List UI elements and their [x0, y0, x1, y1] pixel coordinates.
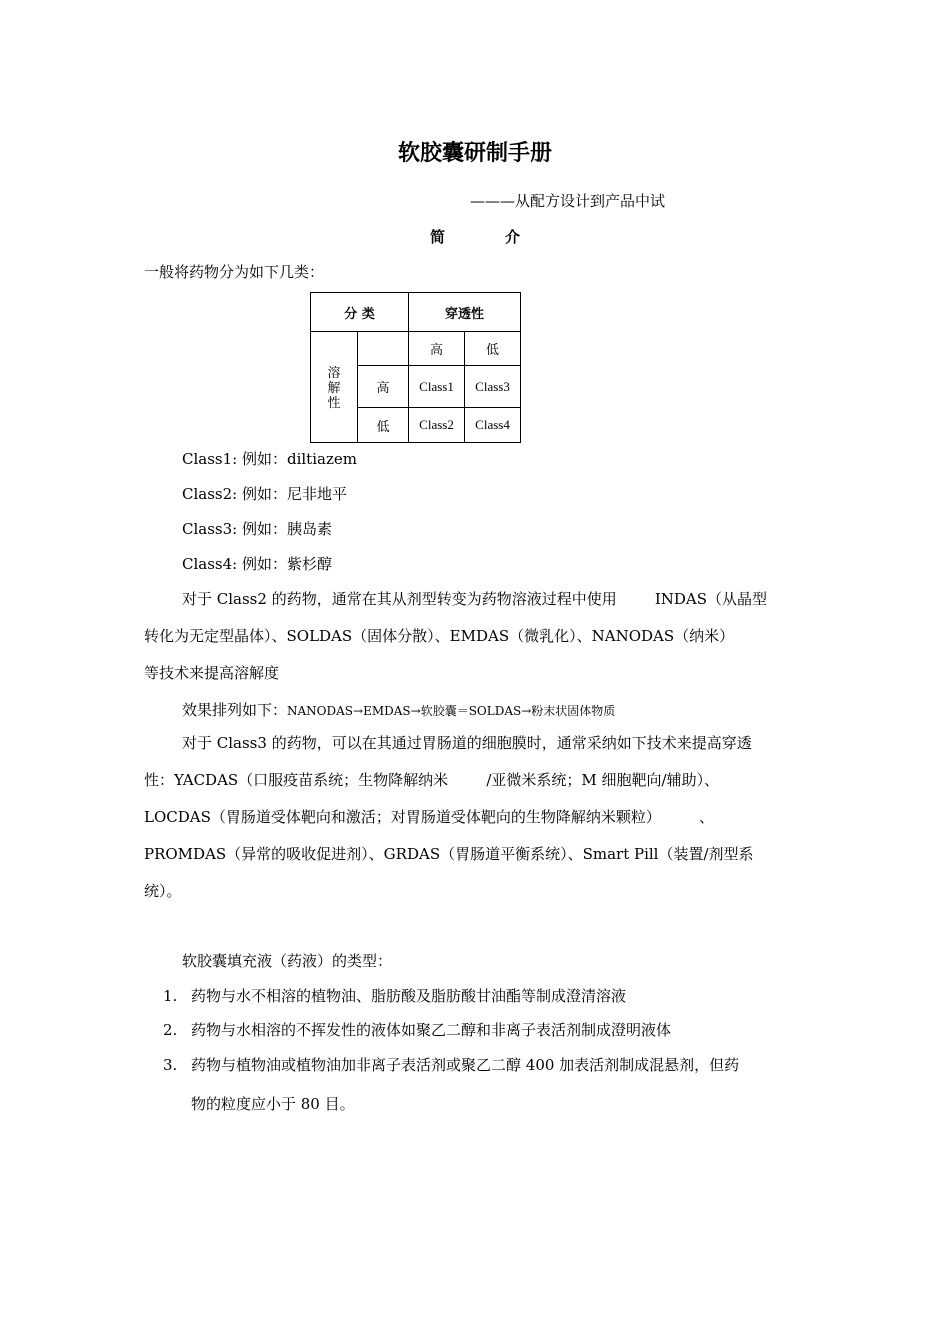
table-solubility-label — [311, 332, 358, 443]
class3-paragraph-line-4: PROMDAS（异常的吸收促进剂）、GRDAS（胃肠道平衡系统）、Smart Pill（装置/剂型系 — [144, 845, 754, 863]
class3-paragraph-line-3: LOCDAS（胃肠道受体靶向和激活；对胃肠道受体靶向的生物降解纳米颗粒） 、 — [144, 808, 715, 826]
list-text: 药物与水不相溶的植物油、脂肪酸及脂肪酸甘油酯等制成澄清溶液 — [191, 987, 627, 1005]
list-number: 3. — [163, 1056, 178, 1074]
fill-type-item — [163, 987, 626, 1005]
class2-paragraph-line-1: 对于 Class2 的药物，通常在其从剂型转变为药物溶液过程中使用 INDAS（从晶型 — [182, 590, 768, 608]
fill-type-item — [163, 1056, 739, 1074]
class2-paragraph-line-2: 转化为无定型晶体）、SOLDAS（固体分散）、EMDAS（微乳化）、NANODAS（纳米） — [144, 627, 735, 645]
class3-paragraph-line-5: 统）。 — [144, 882, 182, 900]
intro-heading-char-1: 简 — [430, 228, 446, 246]
table-sol-low: 低 — [358, 408, 409, 443]
fill-types-heading: 软胶囊填充液（药液）的类型： — [182, 952, 393, 970]
class3-paragraph-line-2: 性：YACDAS（口服疫苗系统；生物降解纳米 /亚微米系统；M 细胞靶向/辅助）、 — [144, 771, 720, 789]
example-class4: Class4: 例如：紫杉醇 — [182, 555, 332, 573]
table-empty-cell — [358, 332, 409, 366]
fill-type-item — [163, 1021, 671, 1039]
table-perm-low: 低 — [465, 332, 521, 366]
example-class3: Class3: 例如：胰岛素 — [182, 520, 332, 538]
intro-heading-char-2: 介 — [505, 228, 521, 246]
subtitle: ———从配方设计到产品中试 — [470, 192, 666, 210]
solubility-label-text: 溶 解 性 — [327, 364, 341, 410]
list-text: 药物与植物油或植物油加非离子表活剂或聚乙二醇 400 加表活剂制成混悬剂，但药 — [191, 1056, 740, 1074]
table-cell: Class1 — [409, 366, 465, 408]
table-cell: Class4 — [465, 408, 521, 443]
list-number: 2. — [163, 1021, 178, 1039]
effect-chain: NANODAS→EMDAS→软胶囊＝SOLDAS→粉末状固体物质 — [287, 704, 616, 718]
example-class2: Class2: 例如：尼非地平 — [182, 485, 347, 503]
effect-ranking — [182, 700, 615, 719]
list-text: 药物与水相溶的不挥发性的液体如聚乙二醇和非离子表活剂制成澄明液体 — [191, 1021, 672, 1039]
table-perm-high: 高 — [409, 332, 465, 366]
effect-label: 效果排列如下： — [182, 701, 288, 719]
table-cell: Class3 — [465, 366, 521, 408]
page-title: 软胶囊研制手册 — [397, 141, 552, 166]
list-number: 1. — [163, 987, 178, 1005]
class2-paragraph-line-3: 等技术来提高溶解度 — [144, 664, 280, 682]
table-sol-high: 高 — [358, 366, 409, 408]
table-header-permeability: 穿透性 — [409, 293, 521, 332]
classification-intro: 一般将药物分为如下几类： — [144, 263, 325, 281]
bcs-classification-table — [310, 292, 521, 443]
table-cell: Class2 — [409, 408, 465, 443]
fill-type-item-continuation: 物的粒度应小于 80 目。 — [191, 1095, 355, 1113]
table-header-classify: 分 类 — [311, 293, 409, 332]
class3-paragraph-line-1: 对于 Class3 的药物，可以在其通过胃肠道的细胞膜时，通常采纳如下技术来提高穿透 — [182, 734, 752, 752]
example-class1: Class1: 例如：diltiazem — [182, 450, 357, 468]
